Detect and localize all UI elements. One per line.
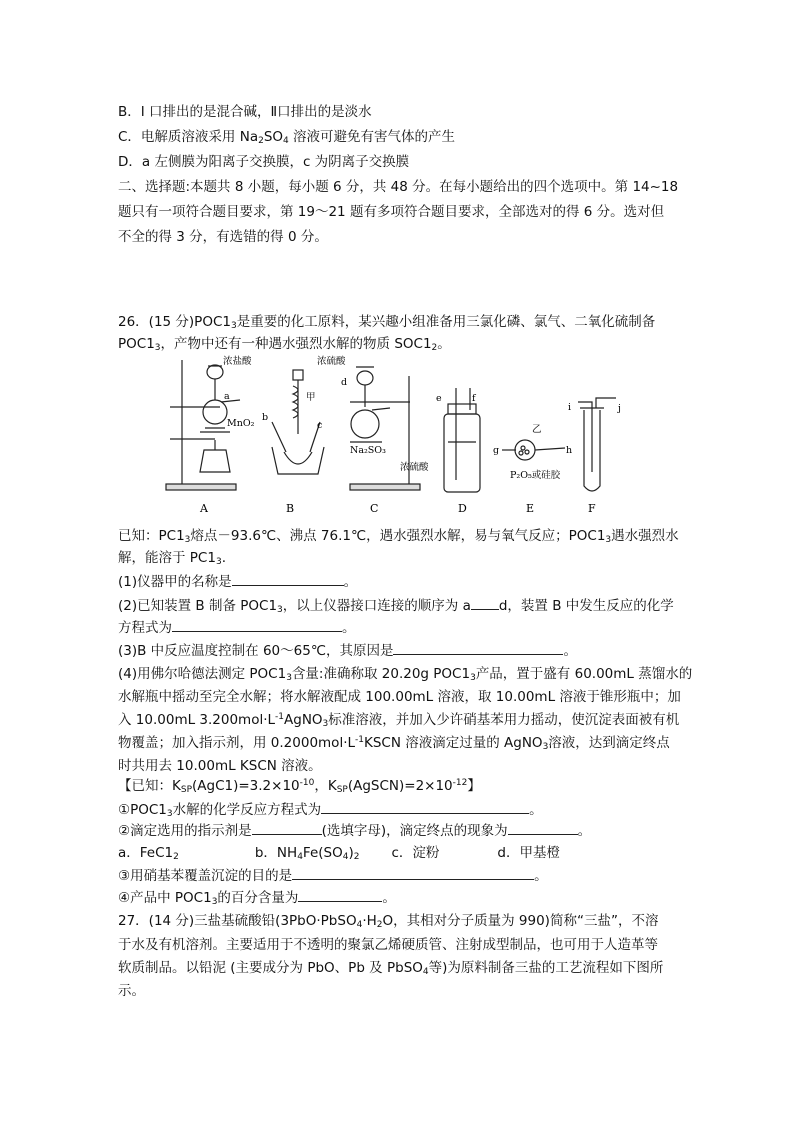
subq-1: $①POC1_3$水解的化学反应方程式为 。	[118, 799, 543, 820]
option-d: D．a 左侧膜为阳离子交换膜，c 为阴离子交换膜	[118, 154, 410, 170]
subq-2: ②滴定选用的指示剂是 (选填字母)，滴定终点的现象为 。	[118, 820, 591, 841]
svg-text:乙: 乙	[532, 424, 542, 435]
svg-text:j: j	[618, 403, 621, 414]
svg-text:a: a	[224, 391, 230, 402]
question-4-line1: (4)用佛尔哈德法测定 $POC1_3$含量:准确称取 20.20g $POC1_3$产品，置于盛有 60.00mL 蒸馏水的	[118, 666, 693, 683]
svg-text:A: A	[200, 502, 208, 515]
question-4-line4: 物覆盖；加入指示剂，用 $0.2000mol\cdot L^{-1}KSCN$ 溶液滴定过量的 AgNO$_3$溶液，达到滴定终点	[118, 735, 670, 752]
svg-text:B: B	[286, 502, 295, 515]
section2-line2: 题只有一项符合题目要求，第 19～21 题有多项符合题目要求，全部选对的得 6 分。选对但	[118, 204, 665, 220]
ksp-known: 【已知：$K_{SP}(AgC1)=3.2\times 10^{-10}$，$K_{SP}(AgSCN)=2\times 10^{-12}$】	[118, 778, 481, 795]
apparatus-e	[502, 440, 565, 460]
known-line1: 已知：$PC1_3$熔点－93.6℃、沸点 76.1℃，遇水强烈水解，易与氧气反应；$POC1_3$遇水强烈水	[118, 528, 679, 545]
option-c: C．电解质溶液采用 $Na_2SO_4$ 溶液可避免有害气体的产生	[118, 129, 456, 146]
apparatus-f	[578, 398, 616, 491]
section2-line3: 不全的得 3 分，有选错的得 0 分。	[118, 229, 328, 245]
svg-text:f: f	[472, 393, 476, 404]
question-4-line3: 入 10.00mL $3.200mol\cdot L^{-1}AgNO_3$标准溶液，并加入少许硝基苯用力摇动，使沉淀表面被有机	[118, 712, 680, 729]
q27-line4: 示。	[118, 983, 145, 999]
svg-text:Na₂SO₃: Na₂SO₃	[350, 445, 386, 456]
svg-text:i: i	[568, 402, 572, 413]
svg-text:h: h	[566, 445, 573, 456]
svg-text:浓硫酸: 浓硫酸	[400, 462, 429, 473]
svg-text:甲: 甲	[306, 392, 316, 403]
svg-text:浓盐酸: 浓盐酸	[223, 356, 252, 367]
q27-line2: 于水及有机溶剂。主要适用于不透明的聚氯乙烯硬质管、注射成型制品，也可用于人造革等	[118, 937, 658, 953]
subq-4: ④产品中 $POC1_3$的百分含量为 。	[118, 887, 396, 908]
question-4-line5: 时共用去 10.00mL KSCN 溶液。	[118, 758, 322, 774]
apparatus-figure	[160, 352, 640, 520]
svg-text:P₂O₅或硅胶: P₂O₅或硅胶	[510, 470, 561, 481]
svg-text:F: F	[588, 502, 596, 515]
question-4-line2: 水解瓶中摇动至完全水解；将水解液配成 100.00mL 溶液，取 10.00mL 溶液于锥形瓶中；加	[118, 689, 681, 705]
q27-line3: 软质制品。以铅泥 (主要成分为 PbO、Pb 及 PbSO$_4$等)为原料制备三盐的工艺流程如下图所	[118, 960, 664, 977]
known-line2: 解，能溶于 $PC1_3$.	[118, 550, 226, 567]
question-2-line1: (2)已知装置 B 制备 $POC1_3$，以上仪器接口连接的顺序为 a d，装置 B 中发生反应的化学	[118, 595, 674, 616]
indicator-options: a．$FeC1_2$ b．$NH_4Fe(SO_4)_2$ c．淀粉 d．甲基橙	[118, 845, 560, 862]
svg-text:e: e	[436, 393, 442, 404]
svg-text:D: D	[458, 502, 467, 515]
svg-text:E: E	[526, 502, 535, 515]
svg-text:MnO₂: MnO₂	[227, 418, 255, 429]
svg-text:d: d	[341, 377, 348, 388]
svg-text:浓硫酸: 浓硫酸	[317, 356, 346, 367]
svg-text:b: b	[262, 412, 269, 423]
section2-line1: 二、选择题:本题共 8 小题，每小题 6 分，共 48 分。在每小题给出的四个选项中。第 14~18	[118, 179, 679, 195]
svg-text:c: c	[317, 420, 323, 431]
q27-line1: 27．(14 分)三盐基硫酸铅($3PbO\cdot PbSO_4\cdot H_2O$，其相对分子质量为 990)简称“三盐”，不溶	[118, 913, 659, 930]
question-3: (3)B 中反应温度控制在 60～65℃，其原因是 。	[118, 640, 577, 661]
option-b: B．I 口排出的是混合碱，Ⅱ口排出的是淡水	[118, 104, 372, 120]
q26-intro-line2: $POC1_3$，产物中还有一种遇水强烈水解的物质 $SOC1_2$。	[118, 336, 451, 353]
question-2-line2: 方程式为 。	[118, 617, 356, 638]
q26-intro-line1: 26．(15 分)$POC1_3$是重要的化工原料，某兴趣小组准备用三氯化磷、氯气、二氧化硫制备	[118, 314, 656, 331]
subq-3: ③用硝基苯覆盖沉淀的目的是 。	[118, 865, 548, 886]
question-1: (1)仪器甲的名称是 。	[118, 571, 357, 592]
svg-text:C: C	[370, 502, 379, 515]
svg-text:g: g	[493, 445, 500, 456]
